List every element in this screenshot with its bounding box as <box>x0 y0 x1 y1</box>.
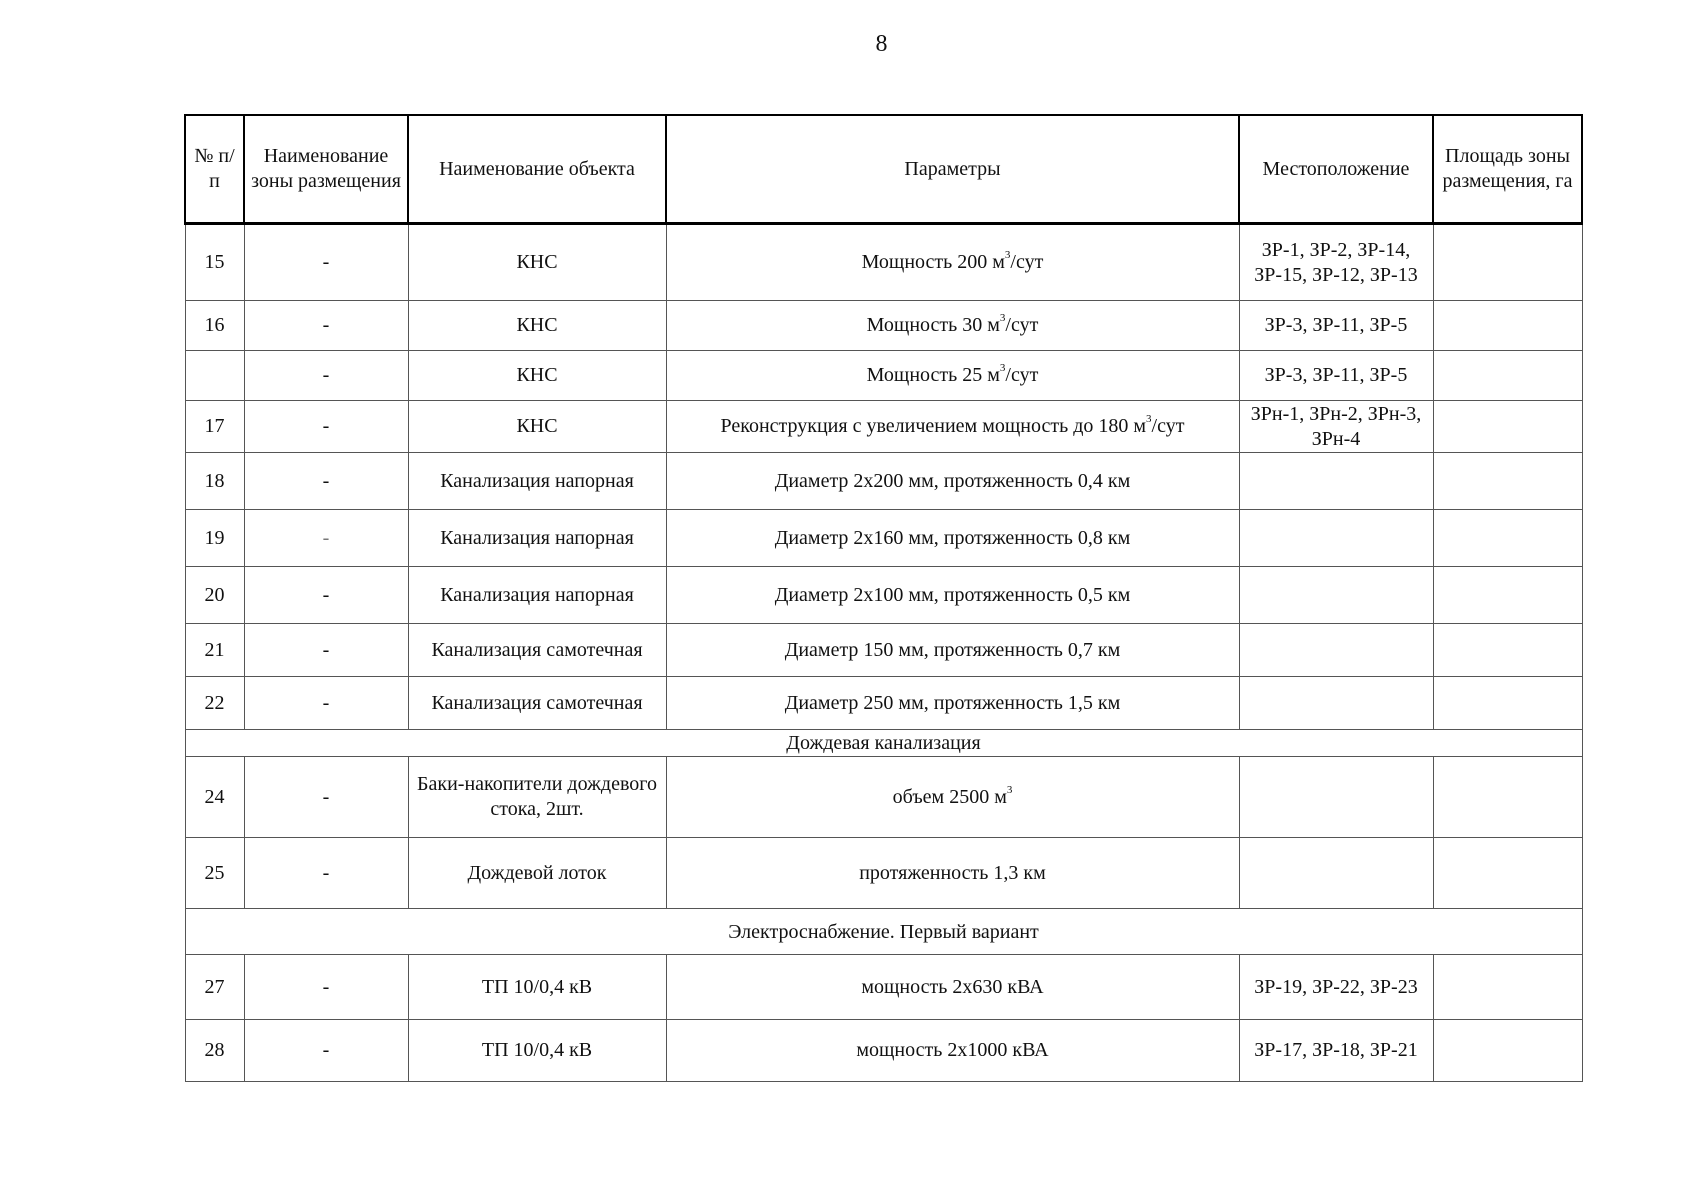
cell-location: ЗР-3, ЗР-11, ЗР-5 <box>1239 301 1433 351</box>
cell-parameters <box>666 567 1239 624</box>
cell-area <box>1433 301 1582 351</box>
cell-zone: - <box>244 677 408 730</box>
param-text: Диаметр 2х100 мм, протяженность 0,5 км <box>774 583 1131 606</box>
cell-area <box>1433 401 1582 453</box>
table-row <box>185 838 1582 909</box>
cell-num: 24 <box>185 757 244 838</box>
cell-zone: - <box>244 510 408 567</box>
table-row <box>185 401 1582 453</box>
section-row-rain <box>185 730 1582 757</box>
section-title-rain: Дождевая канализация <box>185 730 1582 757</box>
cell-parameters <box>666 453 1239 510</box>
cell-location <box>1239 677 1433 730</box>
cell-num <box>185 351 244 401</box>
cell-zone: - <box>244 838 408 909</box>
cell-parameters <box>666 510 1239 567</box>
cell-zone: - <box>244 955 408 1020</box>
cell-num: 27 <box>185 955 244 1020</box>
cell-parameters <box>666 224 1239 301</box>
table-row <box>185 567 1582 624</box>
cell-num: 28 <box>185 1020 244 1082</box>
section-row-power <box>185 909 1582 955</box>
cell-parameters <box>666 301 1239 351</box>
param-unit: /сут <box>1005 364 1039 386</box>
param-text: мощность 2х630 кВА <box>861 975 1044 998</box>
param-text: Мощность 30 м <box>866 314 1000 336</box>
cell-parameters <box>666 1020 1239 1082</box>
cell-location <box>1239 838 1433 909</box>
cell-object: Канализация напорная <box>408 453 666 510</box>
param-superscript: 3 <box>999 362 1006 375</box>
cell-zone: - <box>244 351 408 401</box>
cell-num: 18 <box>185 453 244 510</box>
cell-object: КНС <box>408 301 666 351</box>
cell-num: 16 <box>185 301 244 351</box>
cell-object: Канализация напорная <box>408 510 666 567</box>
cell-num: 22 <box>185 677 244 730</box>
cell-area <box>1433 1020 1582 1082</box>
param-text: Диаметр 2х160 мм, протяженность 0,8 км <box>774 526 1131 549</box>
table-row <box>185 1020 1582 1082</box>
cell-num: 20 <box>185 567 244 624</box>
page-number: 8 <box>875 31 888 57</box>
cell-location <box>1239 453 1433 510</box>
cell-object: КНС <box>408 351 666 401</box>
cell-zone: - <box>244 624 408 677</box>
cell-num: 17 <box>185 401 244 453</box>
param-superscript: 3 <box>1146 413 1152 426</box>
cell-object: Канализация самотечная <box>408 624 666 677</box>
cell-parameters <box>666 351 1239 401</box>
cell-location <box>1239 567 1433 624</box>
cell-object: КНС <box>408 224 666 301</box>
cell-object: Канализация напорная <box>408 567 666 624</box>
cell-parameters <box>666 401 1239 453</box>
cell-object: Канализация самотечная <box>408 677 666 730</box>
cell-area <box>1433 510 1582 567</box>
param-text: Диаметр 150 мм, протяженность 0,7 км <box>784 638 1121 661</box>
param-unit: /сут <box>1010 251 1044 273</box>
param-text: протяженность 1,3 км <box>859 861 1046 884</box>
table-row <box>185 301 1582 351</box>
cell-area <box>1433 757 1582 838</box>
cell-object: Дождевой лоток <box>408 838 666 909</box>
cell-location: ЗР-17, ЗР-18, ЗР-21 <box>1239 1020 1433 1082</box>
objects-table <box>184 114 1583 1082</box>
table-row <box>185 955 1582 1020</box>
cell-area <box>1433 567 1582 624</box>
cell-object: КНС <box>408 401 666 453</box>
cell-zone: - <box>244 567 408 624</box>
table-row <box>185 757 1582 838</box>
cell-object: ТП 10/0,4 кВ <box>408 955 666 1020</box>
header-object-name: Наименование объекта <box>408 115 666 224</box>
cell-location <box>1239 757 1433 838</box>
cell-num: 15 <box>185 224 244 301</box>
table-row <box>185 677 1582 730</box>
cell-area <box>1433 677 1582 730</box>
param-text: объем 2500 м <box>892 785 1007 808</box>
cell-object: Баки-накопители дождевого стока, 2шт. <box>408 757 666 838</box>
param-superscript: 3 <box>1004 249 1011 262</box>
param-text: Реконструкция с увеличением мощность до 180 м <box>720 415 1147 437</box>
param-superscript: 3 <box>999 312 1006 325</box>
header-area: Площадь зоны размещения, га <box>1433 115 1582 224</box>
cell-area <box>1433 453 1582 510</box>
param-unit: /сут <box>1151 415 1185 437</box>
cell-zone: - <box>244 401 408 453</box>
param-text: Мощность 25 м <box>866 364 1000 386</box>
param-text: Диаметр 2х200 мм, протяженность 0,4 км <box>774 469 1131 492</box>
cell-area <box>1433 955 1582 1020</box>
param-text: Диаметр 250 мм, протяженность 1,5 км <box>784 691 1121 714</box>
header-zone-name: Наименование зоны размещения <box>244 115 408 224</box>
cell-zone: - <box>244 453 408 510</box>
cell-area <box>1433 838 1582 909</box>
cell-parameters <box>666 677 1239 730</box>
param-text: мощность 2х1000 кВА <box>856 1039 1049 1061</box>
cell-area <box>1433 351 1582 401</box>
cell-parameters <box>666 838 1239 909</box>
cell-location: ЗР-3, ЗР-11, ЗР-5 <box>1239 351 1433 401</box>
param-text: Мощность 200 м <box>861 251 1005 273</box>
cell-area <box>1433 224 1582 301</box>
cell-zone: - <box>244 1020 408 1082</box>
param-unit: /сут <box>1005 314 1039 336</box>
header-location: Местоположение <box>1239 115 1433 224</box>
cell-parameters <box>666 624 1239 677</box>
cell-num: 21 <box>185 624 244 677</box>
table-row <box>185 510 1582 567</box>
cell-parameters <box>666 757 1239 838</box>
cell-area <box>1433 624 1582 677</box>
header-parameters: Параметры <box>666 115 1239 224</box>
cell-parameters <box>666 955 1239 1020</box>
table-row <box>185 624 1582 677</box>
cell-location: ЗР-1, ЗР-2, ЗР-14, ЗР-15, ЗР-12, ЗР-13 <box>1239 224 1433 301</box>
table-row <box>185 351 1582 401</box>
cell-num: 19 <box>185 510 244 567</box>
param-superscript: 3 <box>1006 783 1013 796</box>
header-num: № п/п <box>185 115 244 224</box>
table-row <box>185 224 1582 301</box>
cell-zone: - <box>244 301 408 351</box>
cell-zone: - <box>244 224 408 301</box>
cell-num: 25 <box>185 838 244 909</box>
cell-location: ЗРн-1, ЗРн-2, ЗРн-3, ЗРн-4 <box>1239 401 1433 453</box>
cell-zone: - <box>244 757 408 838</box>
table-row <box>185 453 1582 510</box>
cell-location <box>1239 510 1433 567</box>
cell-location: ЗР-19, ЗР-22, ЗР-23 <box>1239 955 1433 1020</box>
section-title-power: Электроснабжение. Первый вариант <box>185 909 1582 955</box>
cell-location <box>1239 624 1433 677</box>
table-header-row <box>185 115 1582 224</box>
cell-object: ТП 10/0,4 кВ <box>408 1020 666 1082</box>
